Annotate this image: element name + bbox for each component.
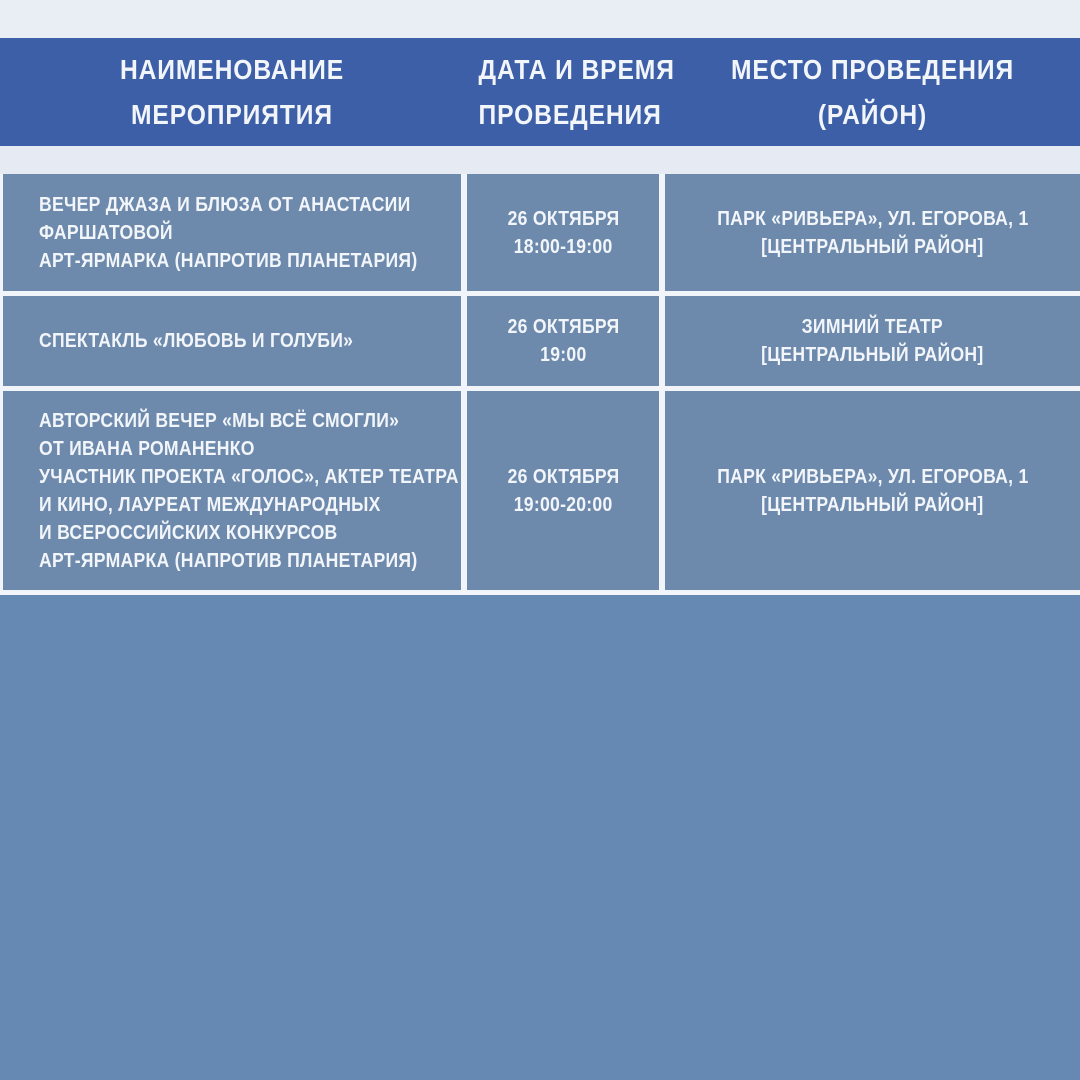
event-line: ФАРШАТОВОЙ bbox=[39, 221, 173, 244]
event-line: ВЕЧЕР ДЖАЗА И БЛЮЗА ОТ АНАСТАСИИ bbox=[39, 193, 411, 216]
header-cell-location bbox=[665, 47, 1080, 137]
location-line: [ЦЕНТРАЛЬНЫЙ РАЙОН] bbox=[761, 344, 984, 366]
location-line: ПАРК «РИВЬЕРА», УЛ. ЕГОРОВА, 1 bbox=[716, 207, 1029, 230]
event-line: И ВСЕРОССИЙСКИХ КОНКУРСОВ bbox=[39, 521, 338, 544]
event-line: ОТ ИВАНА РОМАНЕНКО bbox=[39, 437, 255, 460]
date-line: 26 ОКТЯБРЯ bbox=[507, 465, 619, 488]
header-line: (РАЙОН) bbox=[817, 99, 928, 130]
event-line: СПЕКТАКЛЬ «ЛЮБОВЬ И ГОЛУБИ» bbox=[39, 330, 354, 352]
event-name-cell bbox=[3, 296, 461, 386]
table-header-row bbox=[0, 38, 1080, 146]
date-time-cell bbox=[467, 391, 659, 590]
header-line: НАИМЕНОВАНИЕ bbox=[119, 54, 345, 85]
event-line: УЧАСТНИК ПРОЕКТА «ГОЛОС», АКТЕР ТЕАТРА bbox=[39, 465, 459, 488]
event-line: АВТОРСКИЙ ВЕЧЕР «МЫ ВСЁ СМОГЛИ» bbox=[39, 409, 400, 432]
event-line: АРТ-ЯРМАРКА (НАПРОТИВ ПЛАНЕТАРИЯ) bbox=[39, 549, 418, 572]
date-time-cell bbox=[467, 174, 659, 291]
location-cell bbox=[665, 296, 1080, 386]
location-line: ЗИМНИЙ ТЕАТР bbox=[801, 316, 944, 338]
event-line: И КИНО, ЛАУРЕАТ МЕЖДУНАРОДНЫХ bbox=[39, 493, 381, 516]
top-margin-strip bbox=[0, 0, 1080, 38]
location-line: [ЦЕНТРАЛЬНЫЙ РАЙОН] bbox=[761, 493, 984, 516]
location-line: [ЦЕНТРАЛЬНЫЙ РАЙОН] bbox=[761, 235, 984, 258]
date-line: 26 ОКТЯБРЯ bbox=[507, 316, 619, 338]
event-line: АРТ-ЯРМАРКА (НАПРОТИВ ПЛАНЕТАРИЯ) bbox=[39, 249, 418, 272]
date-line: 26 ОКТЯБРЯ bbox=[507, 207, 619, 230]
date-time-cell bbox=[467, 296, 659, 386]
event-name-cell bbox=[3, 391, 461, 590]
header-line: ДАТА И ВРЕМЯ bbox=[478, 54, 675, 85]
header-line: МЕСТО ПРОВЕДЕНИЯ bbox=[730, 54, 1015, 85]
location-line: ПАРК «РИВЬЕРА», УЛ. ЕГОРОВА, 1 bbox=[716, 465, 1029, 488]
time-line: 18:00-19:00 bbox=[513, 235, 613, 258]
time-line: 19:00 bbox=[539, 344, 587, 366]
header-line: ПРОВЕДЕНИЯ bbox=[478, 99, 662, 130]
header-cell-event-name bbox=[3, 47, 461, 137]
event-name-cell bbox=[3, 174, 461, 291]
events-table bbox=[0, 174, 1080, 595]
header-line: МЕРОПРИЯТИЯ bbox=[131, 99, 333, 130]
time-line: 19:00-20:00 bbox=[513, 493, 613, 516]
header-table-gap bbox=[0, 146, 1080, 174]
location-cell bbox=[665, 391, 1080, 590]
location-cell bbox=[665, 174, 1080, 291]
header-cell-date-time bbox=[467, 47, 675, 137]
